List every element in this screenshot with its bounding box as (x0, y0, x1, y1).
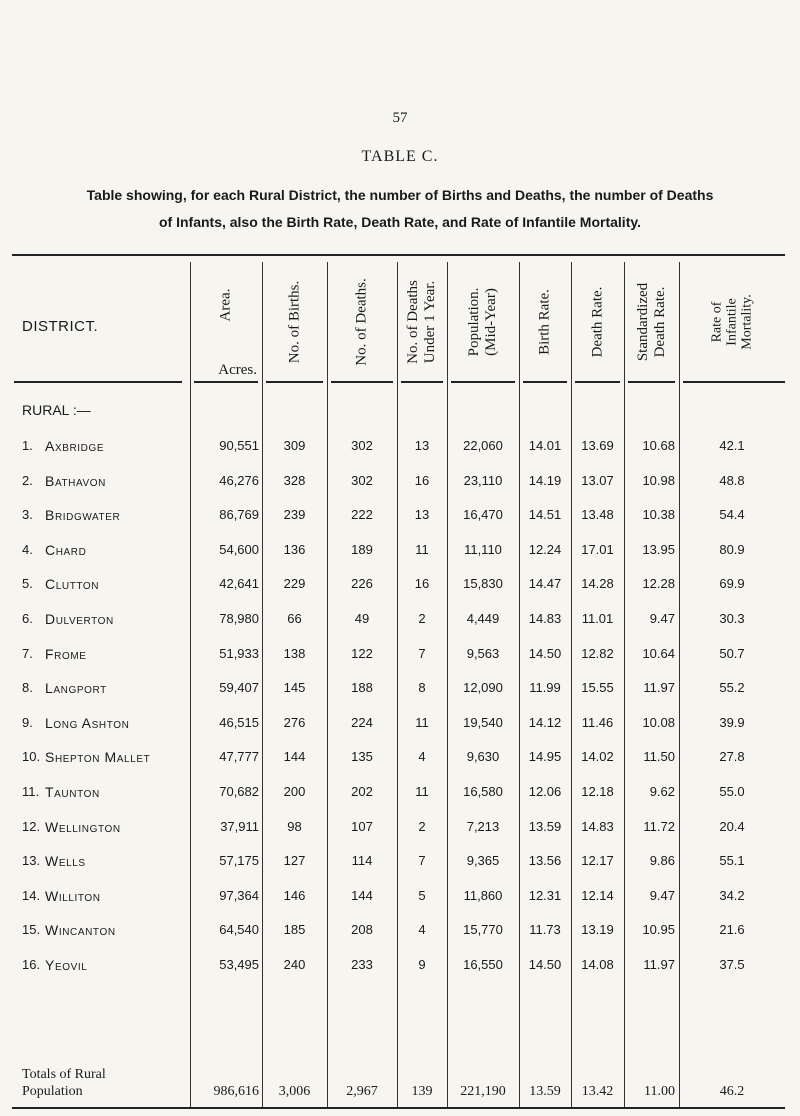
infant-mortality-header (679, 262, 785, 382)
population-value: 9,630 (466, 749, 500, 765)
std-death-rate-header (624, 262, 679, 382)
births-header (262, 262, 327, 382)
area-value: 46,515 (219, 714, 259, 730)
deaths-value: 144 (351, 887, 373, 903)
population-header-line-1: Population. (466, 287, 482, 357)
infant-deaths-value: 11 (415, 541, 429, 557)
birth-rate-value: 13.59 (528, 818, 562, 834)
area-value: 46,276 (219, 472, 259, 488)
population-value: 9,563 (466, 645, 500, 661)
infant-mortality-value: 21.6 (719, 922, 745, 938)
infant-deaths-value: 11 (415, 784, 429, 799)
death-rate-value: 13.19 (581, 922, 614, 938)
infant-deaths-value: 7 (418, 645, 426, 661)
birth-rate-value: 14.47 (528, 576, 562, 592)
births-value: 145 (283, 680, 306, 696)
district-name: Wellington (45, 818, 121, 835)
population-header-line-2: (Mid-Year) (483, 288, 499, 356)
table-row (0, 576, 800, 598)
row-number: 11. (22, 784, 40, 799)
totals-row (0, 1084, 800, 1104)
std-death-rate-value: 10.64 (642, 645, 675, 661)
death-rate-value: 12.82 (581, 645, 614, 661)
death-rate-value: 11.01 (581, 611, 614, 626)
area-value: 54,600 (219, 541, 259, 557)
deaths-header-label: No. of Deaths. (353, 278, 370, 366)
infant-deaths-value: 11 (415, 714, 429, 730)
deaths-value: 107 (351, 818, 373, 834)
birth-rate-header-label: Birth Rate. (536, 289, 553, 355)
death-rate-value: 13.07 (581, 472, 614, 488)
area-value: 64,540 (219, 922, 259, 938)
infant-mortality-value: 69.9 (719, 576, 745, 592)
row-number: 13. (22, 853, 41, 869)
infant-deaths-header-line-1: No. of Deaths (405, 280, 421, 364)
district-name: Bathavon (45, 472, 106, 489)
acres-header: Acres. (218, 362, 257, 378)
std-death-rate-value: 10.68 (642, 438, 675, 453)
caption-line-2: of Infants, also the Birth Rate, Death Rate, and Rate of Infantile Mortality. (158, 214, 641, 230)
page-number: 57 (392, 110, 408, 126)
deaths-value: 302 (351, 472, 373, 488)
area-value: 37,911 (220, 818, 259, 834)
death-rate-header-label: Death Rate. (589, 286, 605, 358)
births-value: 328 (283, 472, 306, 488)
row-number: 6. (22, 611, 33, 626)
infant-mortality-value: 54.4 (719, 507, 745, 523)
totals-population: 221,190 (460, 1084, 506, 1099)
area-value: 53,495 (219, 957, 259, 972)
death-rate-value: 14.08 (581, 957, 614, 972)
population-value: 7,213 (466, 818, 500, 834)
district-name: Wells (45, 853, 86, 870)
infant-deaths-value: 2 (418, 611, 426, 626)
row-number: 3. (22, 507, 33, 523)
birth-rate-value: 11.73 (529, 922, 561, 938)
district-name: Taunton (45, 784, 100, 800)
area-value: 57,175 (219, 853, 259, 869)
death-rate-value: 11.46 (581, 714, 614, 730)
std-death-rate-value: 10.98 (642, 472, 675, 488)
caption-line-1: Table showing, for each Rural District, the number of Births and Deaths, the number of Deaths (86, 187, 714, 203)
row-number: 14. (22, 887, 41, 903)
population-value: 16,470 (463, 507, 503, 523)
area-value: 90,551 (219, 438, 259, 453)
totals-label-line-1: Totals of Rural (22, 1067, 106, 1082)
infant-mortality-value: 80.9 (719, 541, 745, 557)
row-number: 16. (22, 957, 41, 972)
table-row (0, 542, 800, 564)
deaths-value: 208 (351, 922, 373, 938)
deaths-value: 122 (351, 645, 373, 661)
births-value: 144 (283, 749, 306, 765)
births-value: 66 (287, 611, 302, 626)
infant-mortality-value: 27.8 (719, 749, 745, 765)
death-rate-value: 15.55 (581, 680, 614, 696)
row-number: 12. (22, 818, 41, 834)
infant-mortality-value: 30.3 (719, 611, 745, 626)
std-death-rate-value: 12.28 (642, 576, 675, 592)
totals-death-rate: 13.42 (581, 1084, 614, 1099)
infant-deaths-value: 16 (414, 472, 430, 488)
section-label: RURAL :— (22, 402, 91, 418)
table-row (0, 749, 800, 771)
district-header: DISTRICT. (22, 318, 99, 335)
birth-rate-value: 14.19 (528, 472, 562, 488)
infant-mortality-value: 50.7 (719, 645, 745, 661)
row-number: 1. (22, 438, 33, 453)
district-name: Dulverton (45, 611, 114, 627)
table-row (0, 784, 800, 806)
district-name: Chard (45, 541, 87, 558)
totals-birth-rate: 13.59 (529, 1084, 561, 1099)
death-rate-value: 13.48 (581, 507, 614, 523)
births-value: 138 (283, 645, 306, 661)
infant-mortality-value: 20.4 (719, 818, 745, 834)
population-value: 19,540 (463, 714, 503, 730)
header-underline (14, 381, 182, 383)
births-value: 136 (283, 541, 306, 557)
death-rate-value: 12.18 (581, 784, 614, 799)
infant-deaths-header (397, 262, 447, 382)
infant-deaths-value: 4 (418, 749, 426, 765)
birth-rate-value: 14.83 (528, 611, 562, 626)
table-row (0, 922, 800, 944)
table-row (0, 888, 800, 910)
totals-label-line-2: Population (22, 1084, 83, 1099)
infant-mortality-value: 55.2 (719, 680, 745, 696)
area-value: 47,777 (219, 749, 259, 765)
population-value: 23,110 (463, 472, 503, 488)
std-death-rate-value: 10.38 (642, 507, 675, 523)
row-number: 10. (22, 749, 41, 765)
births-value: 229 (283, 576, 306, 592)
area-value: 42,641 (219, 576, 259, 592)
death-rate-value: 14.28 (581, 576, 614, 592)
infant-deaths-header-line-2: Under 1 Year. (422, 280, 438, 364)
births-value: 146 (283, 887, 306, 903)
population-value: 11,110 (464, 541, 502, 557)
district-name: Williton (45, 887, 101, 904)
bottom-rule (12, 1107, 785, 1109)
infant-mortality-header-line-2: Infantile (724, 298, 740, 346)
totals-std-death-rate: 11.00 (644, 1084, 675, 1099)
infant-mortality-header-line-1: Rate of (709, 301, 725, 343)
area-value: 59,407 (219, 680, 259, 696)
deaths-value: 114 (351, 853, 373, 869)
death-rate-value: 12.17 (581, 853, 614, 869)
death-rate-value: 14.83 (581, 818, 614, 834)
infant-mortality-value: 34.2 (719, 887, 745, 903)
totals-label (22, 1066, 106, 1084)
district-name: Clutton (45, 576, 100, 593)
deaths-value: 189 (351, 541, 373, 557)
birth-rate-value: 12.24 (528, 541, 562, 557)
row-number: 4. (22, 541, 33, 557)
table-row (0, 438, 800, 460)
deaths-value: 202 (351, 784, 373, 799)
table-row (0, 680, 800, 702)
birth-rate-value: 14.12 (528, 714, 562, 730)
birth-rate-header (519, 262, 571, 382)
infant-deaths-header-label (405, 280, 439, 364)
population-header (447, 262, 519, 382)
birth-rate-value: 14.50 (528, 645, 562, 661)
std-death-rate-header-label (635, 283, 669, 361)
deaths-value: 226 (351, 576, 373, 592)
std-death-rate-value: 11.97 (643, 680, 675, 696)
infant-deaths-value: 9 (418, 957, 426, 972)
birth-rate-value: 14.95 (528, 749, 562, 765)
std-death-rate-value: 9.47 (649, 887, 675, 903)
birth-rate-value: 14.51 (528, 507, 562, 523)
totals-infant-deaths: 139 (411, 1084, 433, 1099)
population-value: 9,365 (466, 853, 500, 869)
infant-mortality-value: 37.5 (719, 957, 745, 972)
table-row (0, 853, 800, 875)
district-name: Axbridge (45, 438, 105, 454)
deaths-value: 188 (351, 680, 373, 696)
row-number: 7. (22, 645, 33, 661)
table-row (0, 715, 800, 737)
area-value: 97,364 (219, 887, 259, 903)
row-number: 9. (22, 714, 33, 730)
std-death-rate-value: 10.95 (642, 922, 675, 938)
birth-rate-value: 12.31 (528, 887, 562, 903)
infant-deaths-value: 4 (418, 922, 426, 938)
table-row (0, 507, 800, 529)
population-value: 15,830 (463, 576, 503, 592)
infant-deaths-value: 13 (414, 438, 430, 453)
row-number: 15. (22, 922, 41, 938)
birth-rate-value: 13.56 (528, 853, 562, 869)
std-death-rate-value: 9.47 (649, 611, 675, 626)
population-value: 12,090 (463, 680, 503, 696)
table-row (0, 473, 800, 495)
district-name: Long Ashton (45, 714, 130, 731)
std-death-rate-value: 9.86 (649, 853, 675, 869)
deaths-value: 302 (351, 438, 373, 453)
infant-mortality-value: 55.1 (719, 853, 745, 869)
district-name: Shepton Mallet (45, 749, 151, 766)
death-rate-value: 13.69 (581, 438, 614, 453)
district-name: Frome (45, 645, 87, 662)
infant-mortality-value: 48.8 (719, 472, 745, 488)
area-header-label: Area. (217, 288, 234, 322)
row-number: 5. (22, 576, 33, 592)
infant-deaths-value: 5 (418, 887, 426, 903)
table-row (0, 611, 800, 633)
birth-rate-value: 12.06 (528, 784, 562, 799)
death-rate-value: 14.02 (581, 749, 614, 765)
population-value: 16,550 (463, 957, 503, 972)
district-name: Wincanton (45, 922, 116, 939)
infant-deaths-value: 8 (418, 680, 426, 696)
births-value: 240 (283, 957, 306, 972)
totals-deaths: 2,967 (346, 1084, 378, 1099)
std-death-rate-value: 11.97 (643, 957, 675, 972)
infant-mortality-value: 39.9 (719, 714, 745, 730)
infant-deaths-value: 13 (414, 507, 430, 523)
births-header-label: No. of Births. (286, 280, 302, 364)
infant-mortality-value: 42.1 (719, 438, 745, 453)
area-value: 86,769 (219, 507, 259, 523)
births-value: 200 (283, 784, 306, 799)
table-row (0, 957, 800, 979)
district-name: Yeovil (45, 957, 88, 973)
table-row (0, 646, 800, 668)
death-rate-value: 17.01 (581, 541, 614, 557)
std-death-rate-value: 10.08 (642, 714, 675, 730)
infant-mortality-header-label (710, 294, 755, 349)
totals-births: 3,006 (278, 1084, 311, 1099)
population-value: 4,449 (466, 611, 500, 626)
row-number: 2. (22, 472, 33, 488)
table-caption (0, 182, 800, 236)
district-name: Bridgwater (45, 507, 121, 524)
std-death-rate-value: 13.95 (642, 541, 675, 557)
deaths-header (327, 262, 397, 382)
population-header-label (466, 288, 500, 357)
population-value: 22,060 (463, 438, 503, 453)
deaths-value: 224 (351, 714, 373, 730)
totals-area: 986,616 (213, 1084, 259, 1099)
birth-rate-value: 11.99 (529, 680, 561, 696)
births-value: 239 (283, 507, 306, 523)
infant-deaths-value: 7 (418, 853, 426, 869)
std-death-rate-header-line-1: Standardized (634, 282, 651, 362)
infant-deaths-value: 2 (418, 818, 426, 834)
row-number: 8. (22, 680, 33, 696)
infant-deaths-value: 16 (414, 576, 430, 592)
population-value: 16,580 (463, 784, 503, 799)
births-value: 276 (283, 714, 306, 730)
std-death-rate-header-line-2: Death Rate. (651, 286, 668, 358)
death-rate-value: 12.14 (581, 887, 614, 903)
population-value: 11,860 (463, 887, 503, 903)
infant-mortality-header-line-3: Mortality. (739, 294, 755, 350)
population-value: 15,770 (463, 922, 503, 938)
birth-rate-value: 14.50 (528, 957, 562, 972)
deaths-value: 49 (354, 611, 370, 626)
birth-rate-value: 14.01 (528, 438, 562, 453)
std-death-rate-value: 11.50 (643, 749, 675, 765)
table-row (0, 819, 800, 841)
district-name: Langport (45, 680, 107, 697)
table-title: TABLE C. (361, 148, 439, 165)
deaths-value: 233 (351, 957, 373, 972)
deaths-value: 222 (351, 507, 373, 523)
infant-mortality-value: 55.0 (719, 784, 745, 799)
area-value: 70,682 (219, 784, 259, 799)
area-value: 78,980 (219, 611, 259, 626)
deaths-value: 135 (351, 749, 373, 765)
births-value: 98 (287, 818, 302, 834)
births-value: 127 (283, 853, 306, 869)
std-death-rate-value: 11.72 (643, 818, 675, 834)
std-death-rate-value: 9.62 (649, 784, 675, 799)
totals-infant-mortality: 46.2 (719, 1084, 745, 1099)
top-rule (12, 254, 785, 256)
births-value: 309 (283, 438, 306, 453)
death-rate-header (571, 262, 624, 382)
births-value: 185 (283, 922, 306, 938)
area-value: 51,933 (219, 645, 259, 661)
